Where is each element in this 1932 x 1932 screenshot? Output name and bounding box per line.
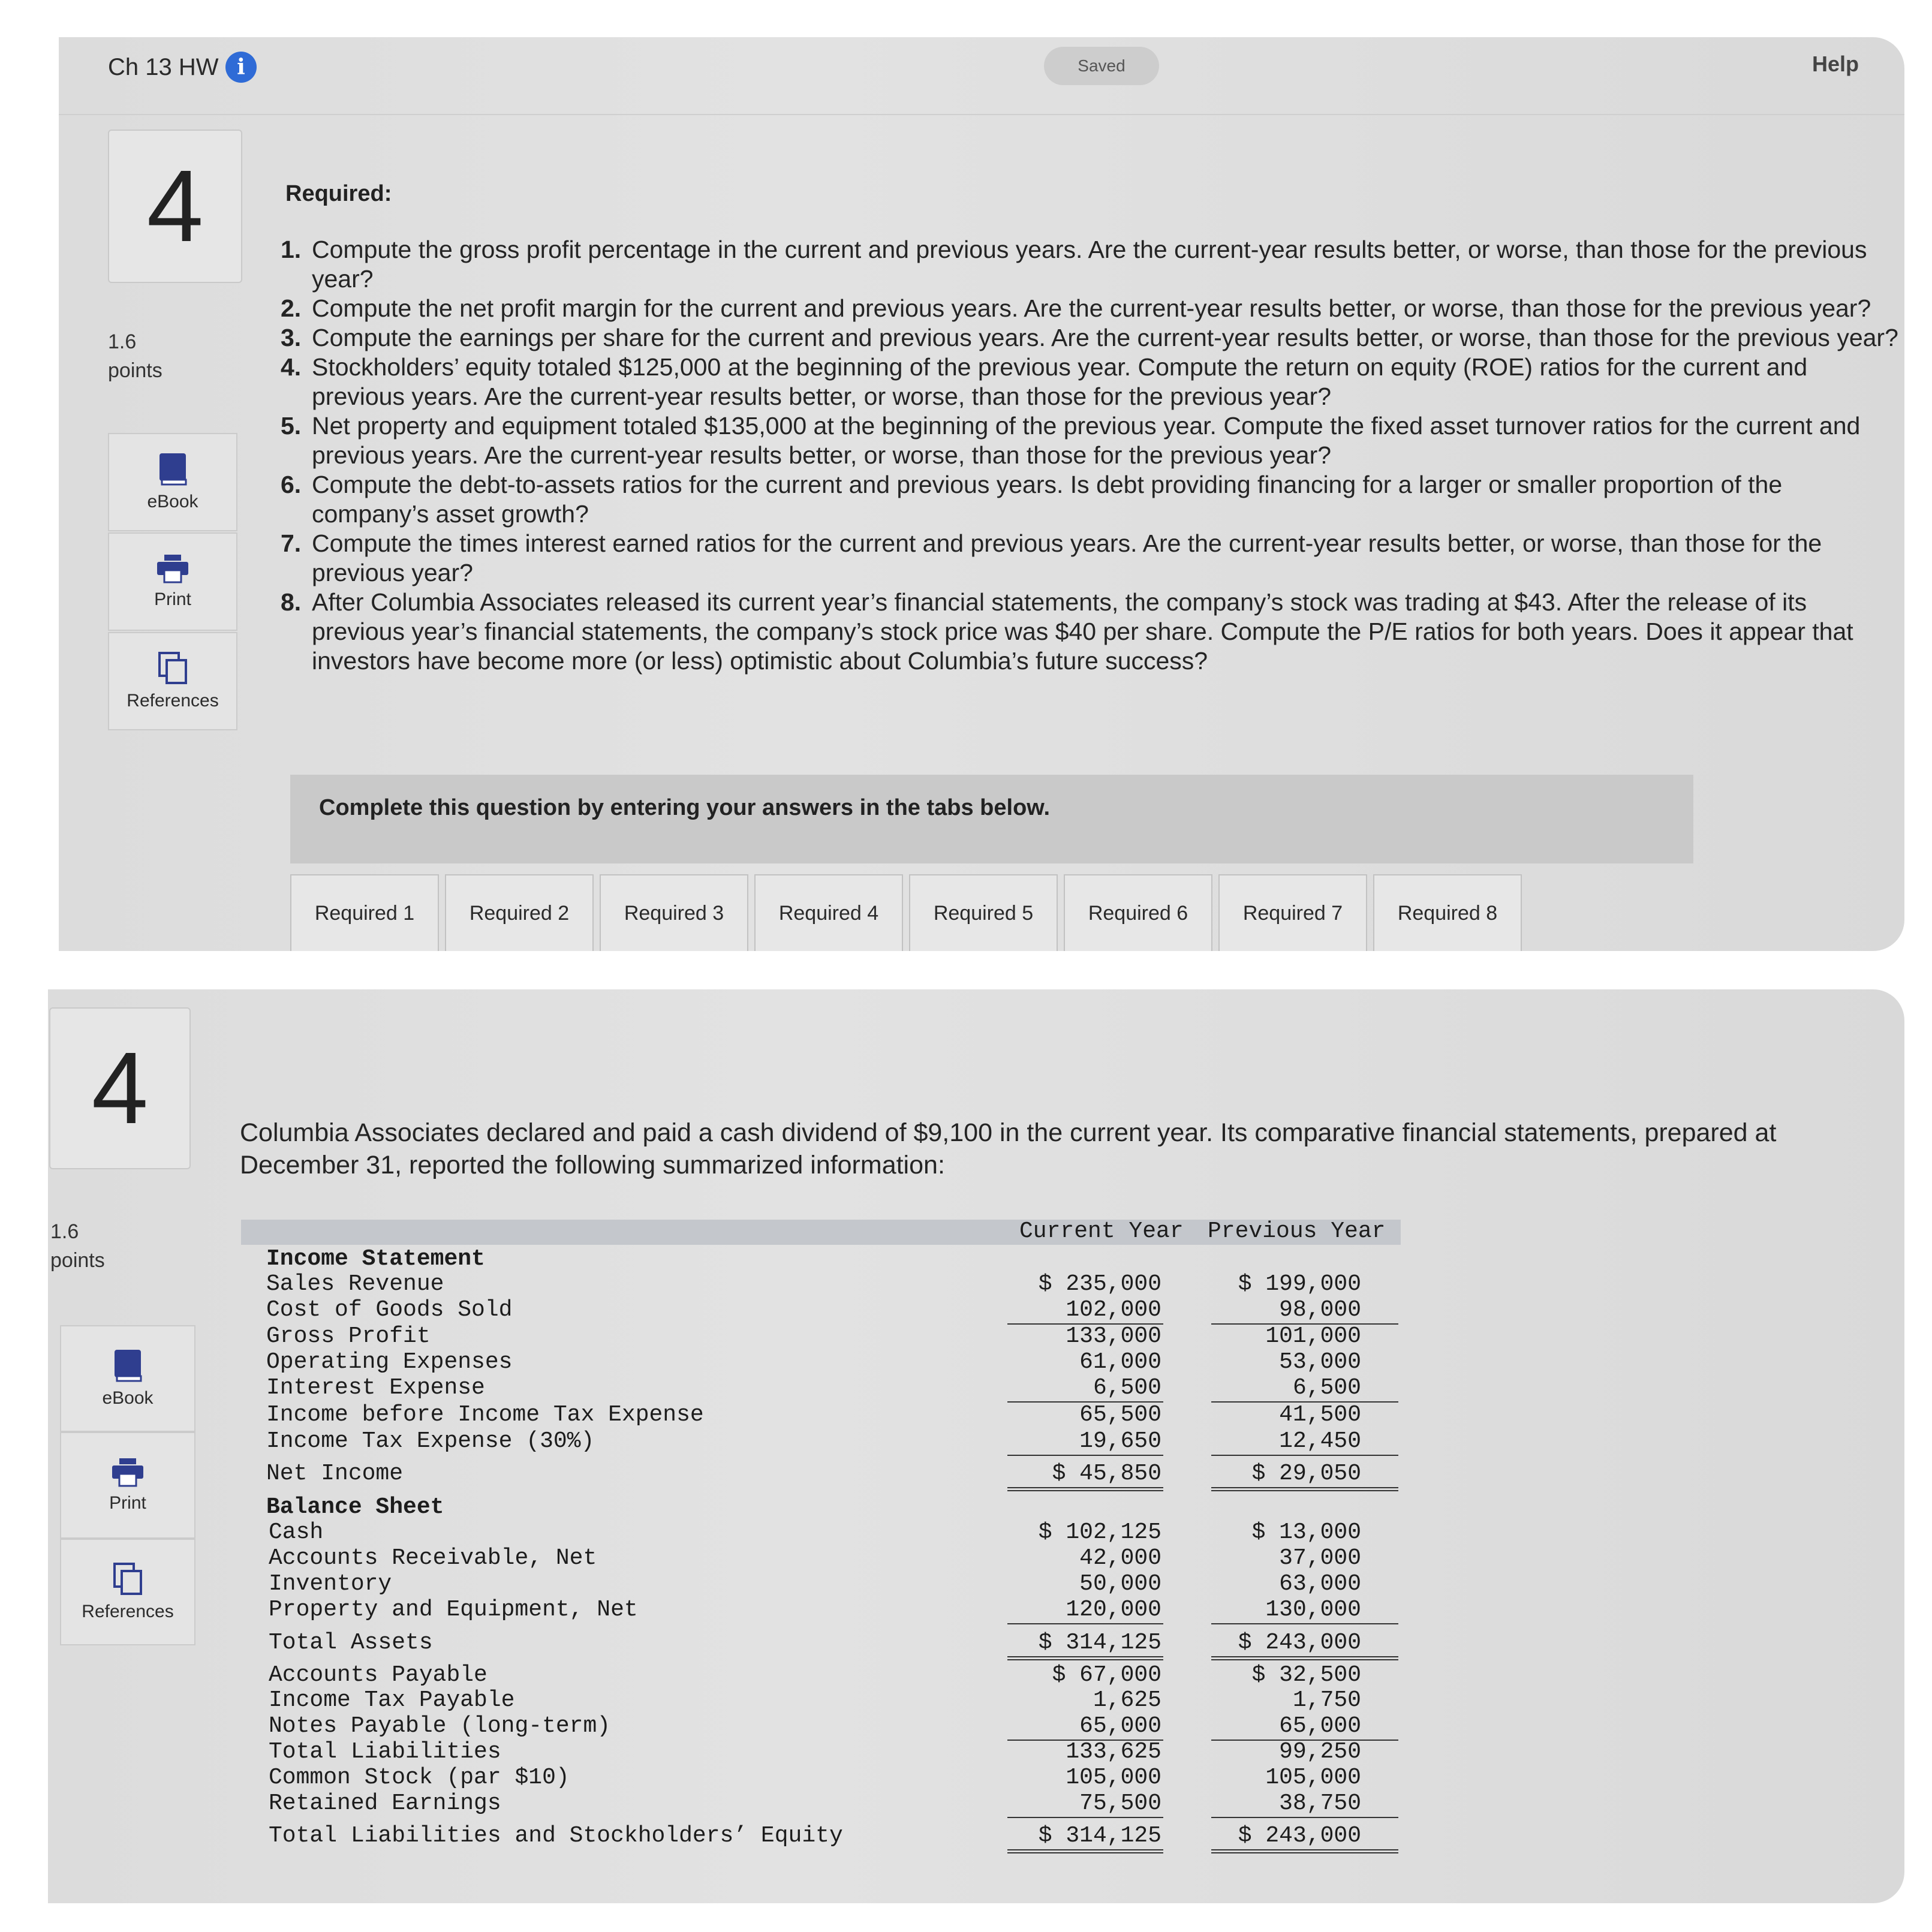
- income-row-previous: 41,500: [1279, 1402, 1361, 1428]
- balance-row-label: Notes Payable (long-term): [269, 1713, 611, 1739]
- required-item: 7. Compute the times interest earned ratios for the current and previous years. Are the current-year results better, or worse, than those for the previous year?: [281, 529, 1822, 586]
- balance-row-label: Common Stock (par $10): [269, 1765, 570, 1790]
- income-row-label: Sales Revenue: [266, 1271, 444, 1297]
- info-icon[interactable]: i: [225, 52, 257, 83]
- required-heading: Required:: [285, 181, 392, 206]
- income-row-previous: 12,450: [1279, 1428, 1361, 1454]
- balance-row-label: Total Liabilities: [269, 1739, 501, 1765]
- balance-row-previous: 65,000: [1279, 1713, 1361, 1739]
- balance-row-previous: $ 32,500: [1251, 1662, 1361, 1688]
- income-row-label: Operating Expenses: [266, 1349, 513, 1375]
- income-row-label: Cost of Goods Sold: [266, 1297, 513, 1323]
- balance-row-label: Total Assets: [269, 1630, 433, 1656]
- balance-row-label: Accounts Payable: [269, 1662, 487, 1688]
- question-panel-top: [59, 37, 1904, 951]
- income-row-previous: 101,000: [1265, 1323, 1361, 1349]
- balance-row-previous: $ 243,000: [1238, 1630, 1361, 1656]
- income-row-current: 133,000: [1066, 1323, 1161, 1349]
- total-rule: [1007, 1817, 1163, 1818]
- references-button[interactable]: [60, 1539, 195, 1645]
- ebook-button[interactable]: [108, 433, 237, 531]
- header-divider: [59, 114, 1904, 115]
- balance-row-label: Inventory: [269, 1571, 392, 1597]
- required-tabs: [290, 874, 1528, 951]
- tab-required-7[interactable]: Required 7: [1218, 874, 1367, 951]
- balance-row-label: Total Liabilities and Stockholders’ Equity: [269, 1823, 843, 1849]
- book-icon: [158, 452, 187, 486]
- balance-row-current: 133,625: [1066, 1739, 1161, 1765]
- balance-row-current: 42,000: [1079, 1545, 1161, 1571]
- total-rule: [1211, 1817, 1398, 1818]
- income-row-current: 19,650: [1079, 1428, 1161, 1454]
- total-rule: [1211, 1849, 1398, 1853]
- income-row-previous: 53,000: [1279, 1349, 1361, 1375]
- balance-row-current: 105,000: [1066, 1765, 1161, 1790]
- income-statement-heading: Income Statement: [266, 1246, 485, 1272]
- balance-row-current: 65,000: [1079, 1713, 1161, 1739]
- income-row-current: 61,000: [1079, 1349, 1161, 1375]
- total-rule: [1007, 1623, 1163, 1624]
- required-list: [281, 235, 1900, 676]
- income-row-current: $ 45,850: [1052, 1461, 1161, 1486]
- column-header-previous: Previous Year: [1208, 1218, 1386, 1244]
- total-rule: [1007, 1487, 1163, 1491]
- income-row-label: Income Tax Expense (30%): [266, 1428, 595, 1454]
- problem-intro: Columbia Associates declared and paid a cash dividend of $9,100 in the current year. Its comparative financial statements, prepared at December 31, reported the following summarized information:: [240, 1118, 1777, 1179]
- balance-row-current: $ 67,000: [1052, 1662, 1161, 1688]
- required-item: 2. Compute the net profit margin for the current and previous years. Are the current-year results better, or worse, than those for the previous year?: [281, 294, 1871, 322]
- income-row-previous: 6,500: [1292, 1375, 1361, 1401]
- balance-row-label: Cash: [269, 1519, 324, 1545]
- required-item: 6. Compute the debt-to-assets ratios for the current and previous years. Is debt providing financing for a larger or smaller proportion of the company’s asset growth?: [281, 471, 1783, 528]
- assignment-title: Ch 13 HW: [108, 54, 219, 80]
- references-label: References: [127, 691, 219, 711]
- total-rule: [1211, 1455, 1398, 1456]
- balance-row-previous: 37,000: [1279, 1545, 1361, 1571]
- income-row-previous: $ 29,050: [1251, 1461, 1361, 1486]
- tab-required-8[interactable]: Required 8: [1373, 874, 1522, 951]
- print-label: Print: [154, 589, 191, 609]
- printer-icon: [156, 553, 189, 583]
- balance-row-current: $ 314,125: [1038, 1630, 1161, 1656]
- balance-row-current: $ 102,125: [1038, 1519, 1161, 1545]
- question-points: [108, 327, 162, 385]
- references-button[interactable]: [108, 632, 237, 730]
- print-label: Print: [109, 1493, 146, 1513]
- ebook-button[interactable]: [60, 1325, 195, 1432]
- income-row-label: Gross Profit: [266, 1323, 431, 1349]
- print-button[interactable]: [108, 532, 237, 631]
- required-item: 4. Stockholders’ equity totaled $125,000 at the beginning of the previous year. Compute the return on equity (ROE) ratios for the current and previous years. Are the current-year results better, or worse, than those for the previous year?: [281, 353, 1808, 410]
- total-rule: [1211, 1487, 1398, 1491]
- points-value: 1.6: [108, 330, 137, 353]
- total-rule: [1211, 1623, 1398, 1624]
- question-points: [50, 1217, 105, 1275]
- required-item: 3. Compute the earnings per share for the current and previous years. Are the current-year results better, or worse, than those for the previous year?: [281, 324, 1898, 351]
- column-header-current: Current Year: [1019, 1218, 1184, 1244]
- references-label: References: [82, 1602, 174, 1621]
- balance-row-label: Property and Equipment, Net: [269, 1597, 638, 1623]
- income-row-current: 6,500: [1093, 1375, 1161, 1401]
- question-number: 4: [49, 1007, 191, 1169]
- tab-required-4[interactable]: Required 4: [754, 874, 903, 951]
- instructions-banner: Complete this question by entering your answers in the tabs below.: [290, 775, 1693, 863]
- ebook-label: eBook: [147, 492, 198, 511]
- copy-pages-icon: [158, 651, 188, 685]
- income-row-current: 102,000: [1066, 1297, 1161, 1323]
- help-link[interactable]: Help: [1812, 52, 1859, 76]
- balance-row-label: Accounts Receivable, Net: [269, 1545, 597, 1571]
- balance-row-label: Income Tax Payable: [269, 1687, 515, 1713]
- income-row-previous: $ 199,000: [1238, 1271, 1361, 1297]
- income-row-label: Net Income: [266, 1461, 404, 1486]
- balance-row-current: 1,625: [1093, 1687, 1161, 1713]
- total-rule: [1007, 1455, 1163, 1456]
- tab-required-1[interactable]: Required 1: [290, 874, 439, 951]
- balance-row-current: 120,000: [1066, 1597, 1161, 1623]
- balance-row-previous: 1,750: [1292, 1687, 1361, 1713]
- tab-required-5[interactable]: Required 5: [909, 874, 1058, 951]
- balance-row-previous: 99,250: [1279, 1739, 1361, 1765]
- balance-row-previous: $ 243,000: [1238, 1823, 1361, 1849]
- points-label: points: [50, 1249, 105, 1272]
- tab-required-3[interactable]: Required 3: [600, 874, 748, 951]
- ebook-label: eBook: [102, 1388, 154, 1408]
- saved-status-badge: Saved: [1044, 47, 1159, 85]
- required-item: 1. Compute the gross profit percentage in the current and previous years. Are the current-year results better, or worse, than those for the previous year?: [281, 236, 1867, 293]
- balance-row-current: $ 314,125: [1038, 1823, 1161, 1849]
- question-panel-bottom: [48, 989, 1904, 1903]
- total-rule: [1211, 1656, 1398, 1660]
- tab-required-2[interactable]: Required 2: [445, 874, 594, 951]
- points-value: 1.6: [50, 1220, 79, 1243]
- balance-row-current: 75,500: [1079, 1790, 1161, 1816]
- balance-row-previous: 63,000: [1279, 1571, 1361, 1597]
- income-row-label: Income before Income Tax Expense: [266, 1402, 704, 1428]
- balance-row-previous: $ 13,000: [1251, 1519, 1361, 1545]
- balance-row-current: 50,000: [1079, 1571, 1161, 1597]
- income-row-label: Interest Expense: [266, 1375, 485, 1401]
- balance-row-previous: 130,000: [1265, 1597, 1361, 1623]
- total-rule: [1007, 1656, 1163, 1660]
- tab-required-6[interactable]: Required 6: [1064, 874, 1212, 951]
- points-label: points: [108, 359, 162, 382]
- total-rule: [1007, 1849, 1163, 1853]
- balance-row-previous: 38,750: [1279, 1790, 1361, 1816]
- balance-row-label: Retained Earnings: [269, 1790, 501, 1816]
- copy-pages-icon: [113, 1562, 143, 1596]
- print-button[interactable]: [60, 1432, 195, 1539]
- printer-icon: [111, 1457, 145, 1487]
- balance-row-previous: 105,000: [1265, 1765, 1361, 1790]
- balance-sheet-heading: Balance Sheet: [266, 1494, 444, 1520]
- required-item: 5. Net property and equipment totaled $135,000 at the beginning of the previous year. Compute the fixed asset turnover ratios for the current and previous years. Are the current-year results better, or worse, than those for the previous year?: [281, 412, 1861, 469]
- book-icon: [113, 1349, 142, 1382]
- income-row-current: $ 235,000: [1038, 1271, 1161, 1297]
- income-row-previous: 98,000: [1279, 1297, 1361, 1323]
- required-item: 8. After Columbia Associates released its current year’s financial statements, the company’s stock was trading at $43. After the release of its previous year’s financial statements, the company’s stock price was $40 per share. Compute the P/E ratios for both years. Does it appear that investors have become more (or less) optimistic about Columbia’s future success?: [281, 588, 1853, 675]
- income-row-current: 65,500: [1079, 1402, 1161, 1428]
- question-number: 4: [108, 130, 242, 283]
